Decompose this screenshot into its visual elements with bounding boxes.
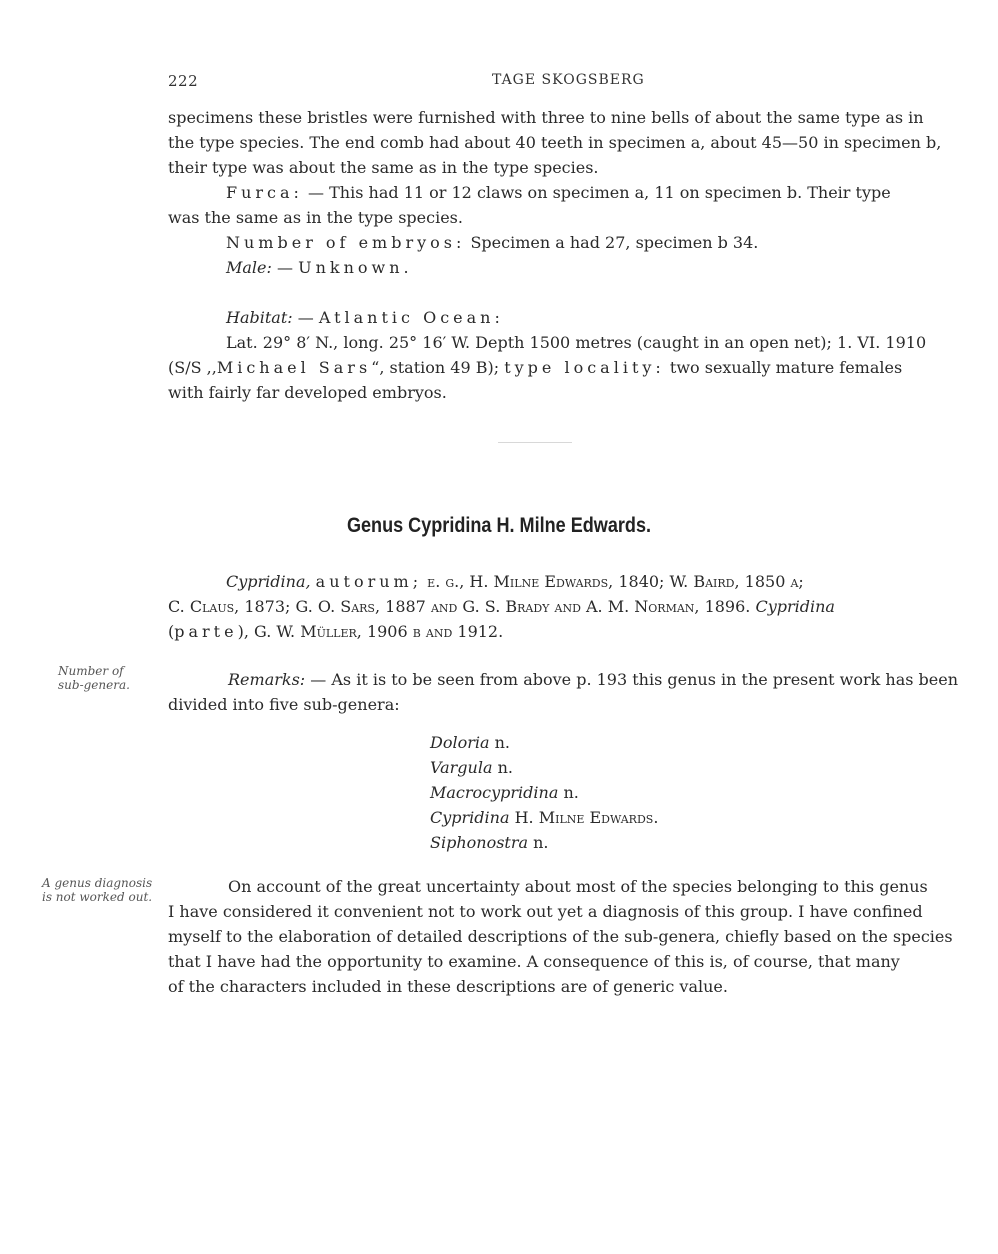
furca-text: — This had 11 or 12 claws on specimen a, 11 on specimen b. Their type xyxy=(302,183,891,202)
remarks-label: Remarks: xyxy=(228,670,306,689)
section-divider xyxy=(498,442,572,443)
habitat-station-line xyxy=(168,356,958,380)
remarks-text: — As it is to be seen from above p. 193 this genus in the present work has been xyxy=(305,670,959,689)
subgenus-item xyxy=(430,731,510,755)
male-line xyxy=(226,256,958,280)
furca-line xyxy=(226,181,958,205)
synonym-refs-1: e. g., H. Milne Edwards, 1840; W. Baird, 1850 a; xyxy=(422,572,804,591)
subgenus-name: Macrocypridina xyxy=(430,783,559,802)
synonym-refs-2: C. Claus, 1873; G. O. Sars, 1887 and G. S. Brady and A. M. Norman, 1896. xyxy=(168,597,756,616)
subgenus-author: n. xyxy=(558,783,579,802)
habitat-label: Habitat: xyxy=(226,308,293,327)
diagnosis-line: On account of the great uncertainty about most of the species belonging to this genus xyxy=(228,877,928,896)
diagnosis-line: myself to the elaboration of detailed descriptions of the sub-genera, chiefly based on the species xyxy=(168,927,953,946)
furca-label: Furca: xyxy=(226,183,303,202)
synonymy-line-1 xyxy=(226,570,958,594)
synonym-name: Cypridina, xyxy=(226,572,311,591)
paragraph-line: the type species. The end comb had about 40 teeth in specimen a, about 45—50 in specimen b, xyxy=(168,133,942,152)
habitat-line xyxy=(226,306,958,330)
margin-note-line: sub-genera. xyxy=(58,678,130,692)
subgenus-name: Vargula xyxy=(430,758,493,777)
subgenus-item xyxy=(430,806,658,830)
habitat-value: Atlantic Ocean: xyxy=(318,308,504,327)
type-locality-label: type locality: xyxy=(504,358,665,377)
subgenus-author: n. xyxy=(489,733,510,752)
paragraph-line: specimens these bristles were furnished with three to nine bells of about the same type as in xyxy=(168,108,924,127)
running-title: TAGE SKOGSBERG xyxy=(492,72,645,88)
subgenus-author: H. Milne Edwards. xyxy=(509,808,659,827)
synonymy-line-2 xyxy=(168,595,958,619)
synonym-refs-3: ), G. W. Müller, 1906 b and 1912. xyxy=(237,622,504,641)
margin-note-line: is not worked out. xyxy=(42,890,153,904)
diagnosis-line: of the characters included in these descriptions are of generic value. xyxy=(168,977,728,996)
subgenus-name: Cypridina xyxy=(430,808,510,827)
margin-note-diagnosis xyxy=(42,876,152,904)
subgenus-item xyxy=(430,781,579,805)
subgenus-item xyxy=(430,831,549,855)
subgenus-name: Siphonostra xyxy=(430,833,529,852)
ship-name: Michael Sars xyxy=(216,358,372,377)
subgenus-name: Doloria xyxy=(430,733,490,752)
subgenus-author: n. xyxy=(492,758,513,777)
male-dash: — xyxy=(271,258,299,277)
embryos-label: Number of embryos: xyxy=(226,233,466,252)
embryos-text: Specimen a had 27, specimen b 34. xyxy=(465,233,759,252)
synonymy-line-3 xyxy=(168,620,958,644)
remarks-line xyxy=(228,668,958,692)
synonym-name-2: Cypridina xyxy=(755,597,835,616)
type-locality-text: two sexually mature females xyxy=(664,358,903,377)
subgenus-item xyxy=(430,756,513,780)
remarks-line-2: divided into five sub-genera: xyxy=(168,695,400,714)
genus-heading: Genus Cypridina H. Milne Edwards. xyxy=(346,514,652,537)
page-number: 222 xyxy=(168,72,199,90)
habitat-embryos-line: with fairly far developed embryos. xyxy=(168,383,447,402)
diagnosis-line: I have considered it convenient not to work out yet a diagnosis of this group. I have confined xyxy=(168,902,923,921)
synonym-autorum: autorum; xyxy=(315,572,423,591)
male-value: Unknown. xyxy=(298,258,413,277)
habitat-details-line: Lat. 29° 8′ N., long. 25° 16′ W. Depth 1500 metres (caught in an open net); 1. VI. 1910 xyxy=(226,333,927,352)
station-text: “, station 49 B); xyxy=(371,358,505,377)
paragraph-line: their type was about the same as in the type species. xyxy=(168,158,599,177)
embryos-line xyxy=(226,231,958,255)
synonym-parte: parte xyxy=(174,622,238,641)
furca-line-2: was the same as in the type species. xyxy=(168,208,463,227)
margin-note-subgenera xyxy=(58,664,130,692)
station-prefix: (S/S ,, xyxy=(168,358,217,377)
male-label: Male: xyxy=(226,258,272,277)
paren-open: ( xyxy=(168,622,175,641)
diagnosis-line: that I have had the opportunity to examine. A consequence of this is, of course, that many xyxy=(168,952,900,971)
subgenus-author: n. xyxy=(528,833,549,852)
habitat-dash: — xyxy=(292,308,319,327)
margin-note-line: A genus diagnosis xyxy=(42,876,153,890)
margin-note-line: Number of xyxy=(58,664,124,678)
